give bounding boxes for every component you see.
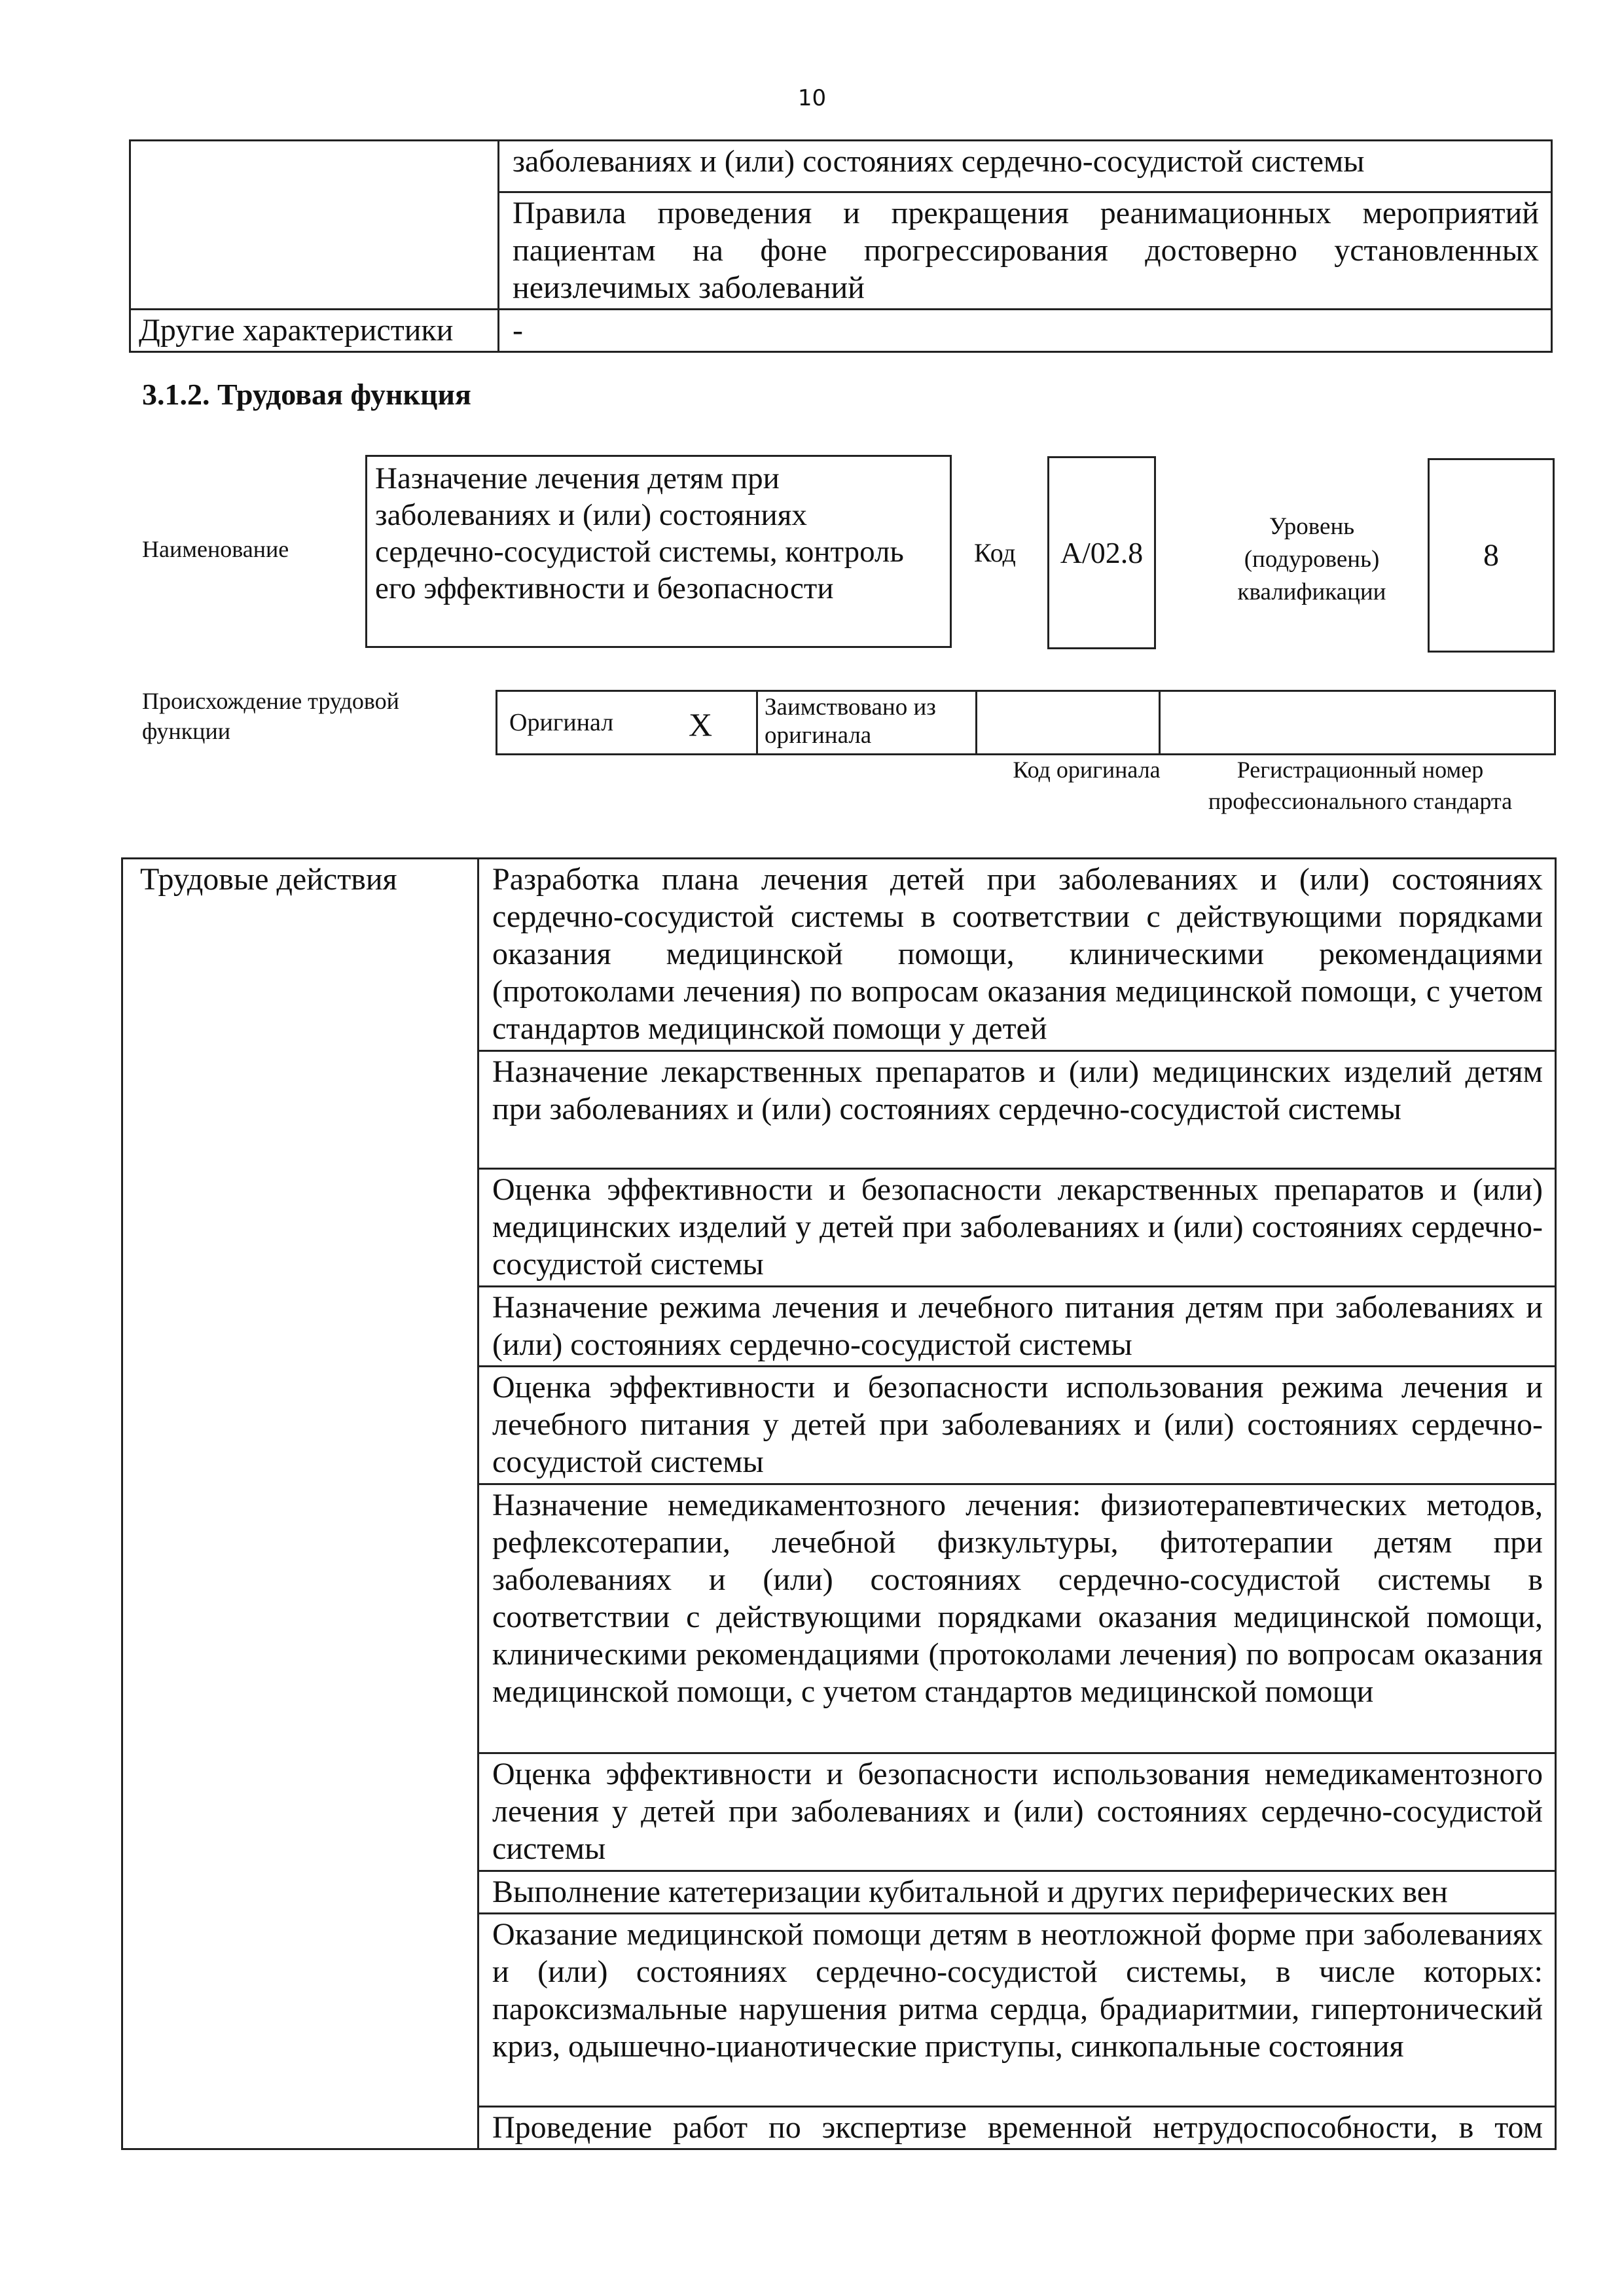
action-item: Оценка эффективности и безопасности использования режима лечения и лечебного питания у детей при заболеваниях и (или) состояниях сердечно-сосудистой системы: [478, 1367, 1556, 1484]
action-item: Разработка плана лечения детей при заболеваниях и (или) состояниях сердечно-сосудистой системы в соответствии с действующими порядками оказания медицинской помощи, клиническими рекомендациями (протоколами лечения) по вопросам оказания медицинской помощи, с учетом стандартов медицинской помощи у детей: [478, 859, 1556, 1051]
action-item: Оказание медицинской помощи детям в неотложной форме при заболеваниях и (или) состояниях сердечно-сосудистой системы, в числе которых: пароксизмальные нарушения ритма сердца, брадиаритмии, гипертонический криз, одышечно-цианотические приступы, синкопальные состояния: [478, 1914, 1556, 2107]
table-cell-empty: [130, 141, 499, 310]
reg-number-caption: Регистрационный номер профессионального стандарта: [1208, 757, 1513, 814]
table-cell: заболеваниях и (или) состояниях сердечно-сосудистой системы: [499, 141, 1552, 192]
table-cell: Правила проведения и прекращения реанимационных мероприятий пациентам на фоне прогрессирования достоверно установленных неизлечимых заболеваний: [499, 192, 1552, 310]
code-value: A/02.8: [1060, 536, 1144, 569]
code-label: Код: [974, 538, 1016, 567]
code-original-caption: Код оригинала: [1013, 757, 1161, 783]
action-item: Назначение режима лечения и лечебного питания детям при заболеваниях и (или) состояниях сердечно-сосудистой системы: [478, 1287, 1556, 1367]
reg-number-cell: [1160, 691, 1555, 755]
action-item: Назначение немедикаментозного лечения: физиотерапевтических методов, рефлексотерапии, лечебной физкультуры, фитотерапии детям при заболеваниях и (или) состояниях сердечно-сосудистой системы в соответствии с действующими порядками оказания медицинской помощи, клиническими рекомендациями (протоколами лечения) по вопросам оказания медицинской помощи, с учетом стандартов медицинской помощи: [478, 1484, 1556, 1753]
action-item: Выполнение катетеризации кубитальной и других периферических вен: [478, 1871, 1556, 1914]
table-row: [130, 141, 1552, 192]
other-characteristics-label: Другие характеристики: [130, 310, 499, 352]
level-value: 8: [1483, 538, 1499, 573]
actions-label: Трудовые действия: [122, 859, 478, 2149]
page-number: 10: [797, 85, 827, 111]
top-table: [129, 139, 1553, 353]
action-item: Назначение лекарственных препаратов и (или) медицинских изделий детям при заболеваниях и (или) состояниях сердечно-сосудистой системы: [478, 1051, 1556, 1169]
original-mark: X: [689, 706, 713, 743]
actions-table: [121, 857, 1557, 2150]
level-label: Уровень (подуровень) квалификации: [1237, 513, 1386, 605]
action-item: Оценка эффективности и безопасности лекарственных препаратов и (или) медицинских изделий у детей при заболеваниях и (или) состояниях сердечно-сосудистой системы: [478, 1169, 1556, 1287]
name-label: Наименование: [142, 536, 289, 562]
action-item: Проведение работ по экспертизе временной нетрудоспособности, в том: [478, 2107, 1556, 2149]
action-item: Оценка эффективности и безопасности использования немедикаментозного лечения у детей при заболеваниях и (или) состояниях сердечно-сосудистой системы: [478, 1753, 1556, 1871]
original-label: Оригинал: [509, 708, 614, 736]
code-original-cell: [977, 691, 1160, 755]
table-row: [122, 859, 1556, 1051]
name-value: Назначение лечения детям при заболеваниях и (или) состояниях сердечно-сосудистой системы, контроль его эффективности и безопасности: [375, 461, 904, 605]
other-characteristics-value: -: [499, 310, 1552, 352]
original-cell: [497, 691, 757, 755]
table-row: [497, 691, 1555, 755]
origin-label: Происхождение трудовой функции: [142, 688, 399, 744]
name-value-box: [365, 455, 952, 648]
level-value-box: [1428, 458, 1555, 653]
borrowed-label: Заимствовано из оригинала: [757, 691, 977, 755]
table-row: [130, 310, 1552, 352]
code-value-box: [1047, 456, 1156, 649]
section-title: 3.1.2. Трудовая функция: [142, 378, 471, 411]
origin-table: [496, 690, 1556, 755]
